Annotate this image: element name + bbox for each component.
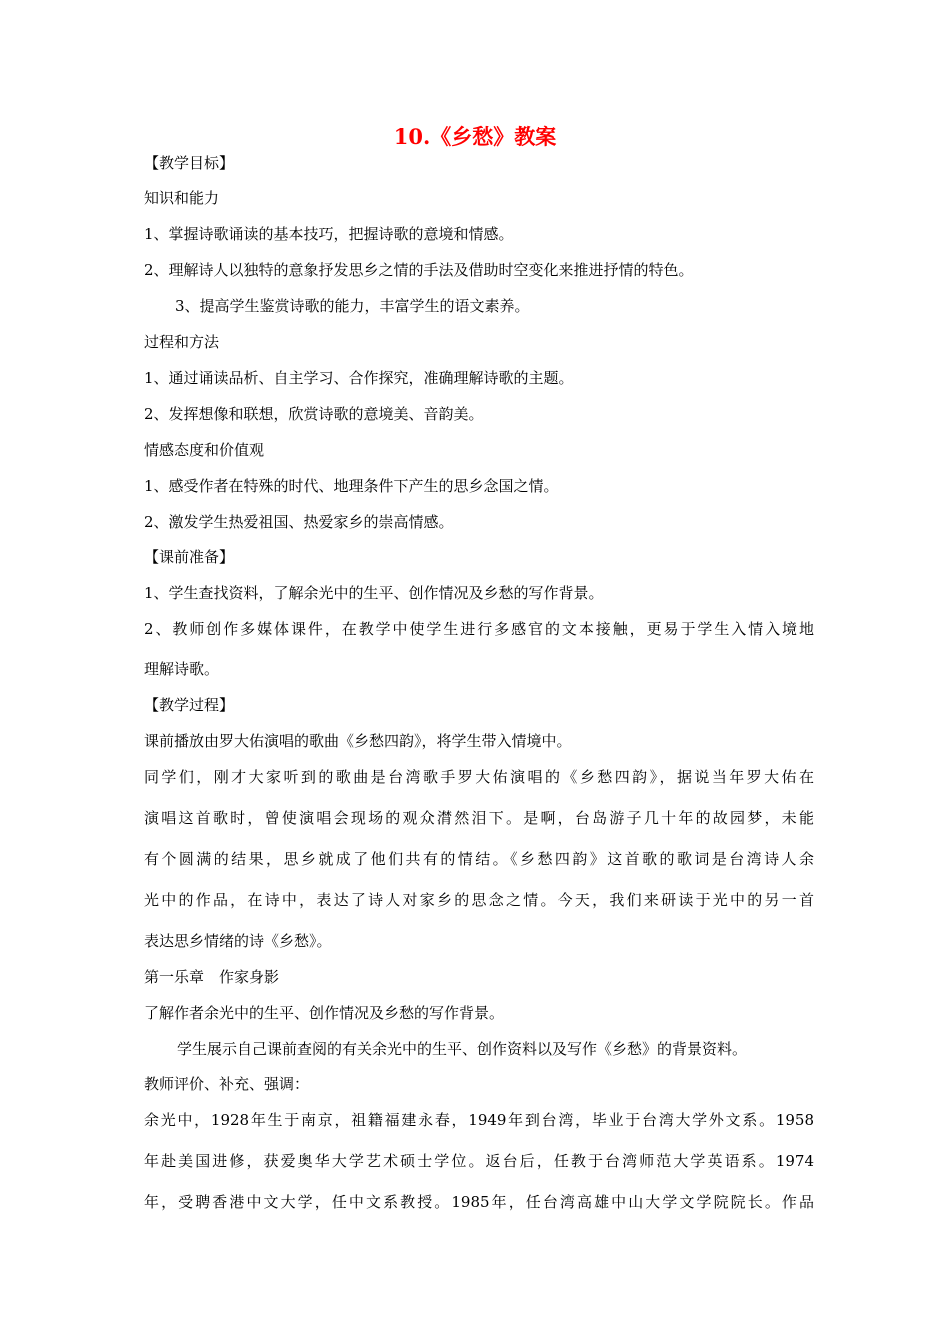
paragraph: 光中的作品，在诗中，表达了诗人对家乡的思念之情。今天，我们来研读于光中的另一首	[144, 891, 814, 909]
paragraph: 1、感受作者在特殊的时代、地理条件下产生的思乡念国之情。	[144, 477, 559, 495]
paragraph: 2、激发学生热爱祖国、热爱家乡的崇高情感。	[144, 513, 454, 531]
section-heading-process: 【教学过程】	[144, 696, 235, 714]
paragraph: 1、学生查找资料，了解余光中的生平、创作情况及乡愁的写作背景。	[144, 584, 604, 602]
subheading-emotion: 情感态度和价值观	[144, 441, 265, 459]
paragraph: 1、掌握诗歌诵读的基本技巧，把握诗歌的意境和情感。	[144, 225, 514, 243]
paragraph: 表达思乡情绪的诗《乡愁》。	[144, 932, 332, 950]
paragraph: 2、教师创作多媒体课件，在教学中使学生进行多感官的文本接触，更易于学生入情入境地	[144, 620, 814, 638]
paragraph: 余光中，1928年生于南京，祖籍福建永春，1949年到台湾，毕业于台湾大学外文系。1958	[144, 1111, 814, 1129]
paragraph: 有个圆满的结果，思乡就成了他们共有的情结。《乡愁四韵》这首歌的歌词是台湾诗人余	[144, 850, 814, 868]
subheading-chapter-one: 第一乐章 作家身影	[144, 968, 280, 986]
subheading-knowledge: 知识和能力	[144, 189, 220, 207]
subheading-process: 过程和方法	[144, 333, 220, 351]
paragraph: 年赴美国进修，获爱奥华大学艺术硕士学位。返台后，任教于台湾师范大学英语系。1974	[144, 1152, 814, 1170]
paragraph: 课前播放由罗大佑演唱的歌曲《乡愁四韵》，将学生带入情境中。	[144, 732, 572, 750]
paragraph: 3、提高学生鉴赏诗歌的能力，丰富学生的语文素养。	[175, 297, 530, 315]
paragraph: 学生展示自己课前查阅的有关余光中的生平、创作资料以及写作《乡愁》的背景资料。	[177, 1040, 748, 1058]
paragraph: 了解作者余光中的生平、创作情况及乡愁的写作背景。	[144, 1004, 505, 1022]
document-title: 10.《乡愁》教案	[393, 124, 557, 149]
paragraph: 理解诗歌。	[144, 660, 220, 678]
paragraph: 1、通过诵读品析、自主学习、合作探究，准确理解诗歌的主题。	[144, 369, 574, 387]
paragraph: 2、理解诗人以独特的意象抒发思乡之情的手法及借助时空变化来推进抒情的特色。	[144, 261, 694, 279]
paragraph: 同学们，刚才大家听到的歌曲是台湾歌手罗大佑演唱的《乡愁四韵》，据说当年罗大佑在	[144, 768, 814, 786]
paragraph: 演唱这首歌时，曾使演唱会现场的观众潸然泪下。是啊，台岛游子几十年的故园梦，未能	[144, 809, 814, 827]
section-heading-preparation: 【课前准备】	[144, 548, 235, 566]
paragraph: 教师评价、补充、强调：	[144, 1075, 310, 1093]
paragraph: 2、发挥想像和联想，欣赏诗歌的意境美、音韵美。	[144, 405, 484, 423]
paragraph: 年，受聘香港中文大学，任中文系教授。1985年，任台湾高雄中山大学文学院院长。作品	[144, 1193, 814, 1211]
section-heading-goals: 【教学目标】	[144, 154, 235, 172]
